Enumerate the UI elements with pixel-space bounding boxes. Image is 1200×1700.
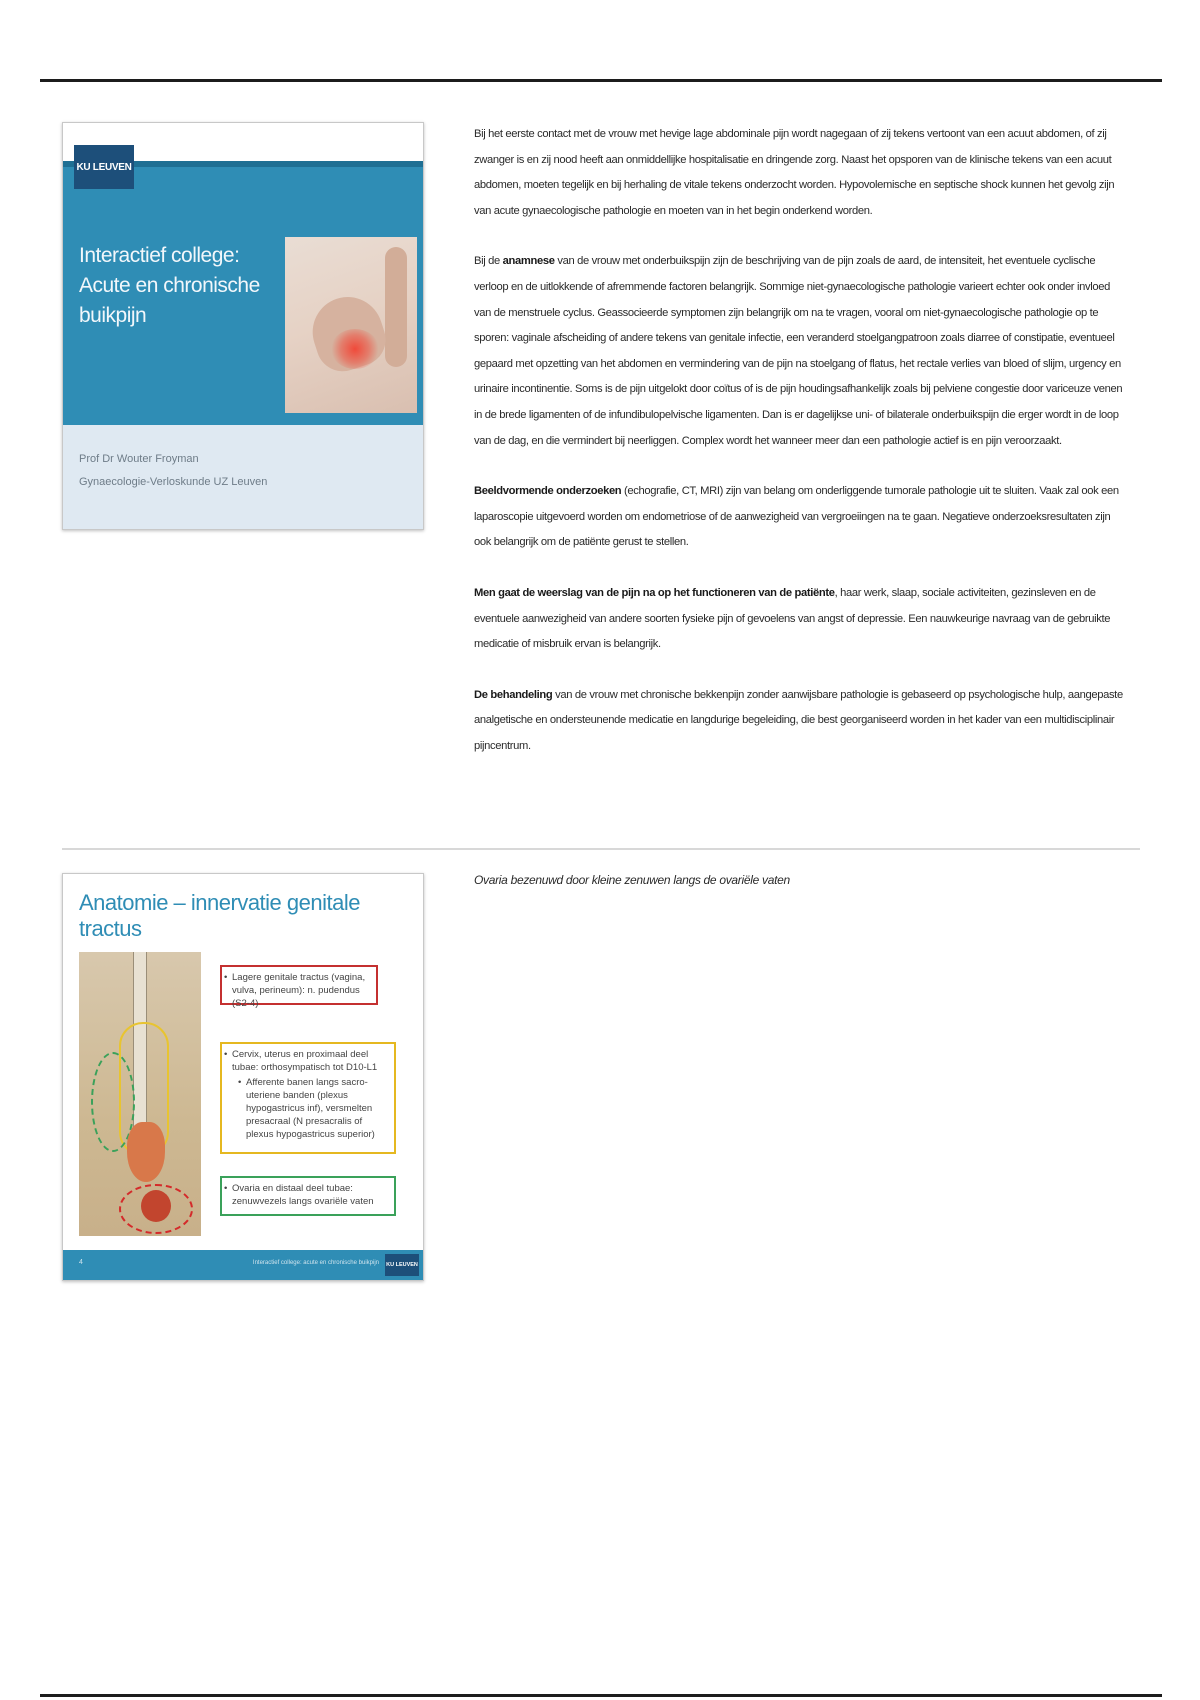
notes-paragraph-1: Bij het eerste contact met de vrouw met hevige lage abdominale pijn wordt nagegaan of zij tekens vertoont van een acuut abdomen, of zij zwanger is en zij nood heeft aan onmiddellijke hospitalisatie en dringende zorg. Naast het opsporen van de klinische tekens van een acuut abdomen, moeten tegelijk en bij herhaling de vitale tekens onderzocht worden. Hypovolemische en septische shock kunnen het gevolg zijn van acute gynaecologische pathologie en moeten van in het begin onderkend worden. <box>474 128 1115 217</box>
notes-paragraph-3 <box>474 479 1128 556</box>
notes-p2-bold: anamnese <box>502 255 555 268</box>
slide-page-number: 4 <box>79 1259 83 1266</box>
slide-title-line2: Acute en chronische buikpijn <box>79 274 260 327</box>
box-yellow-text: • Cervix, uterus en proximaal deel tubae: orthosympatisch tot D10-L1 <box>232 1048 388 1074</box>
slide-department: Gynaecologie-Verloskunde UZ Leuven <box>79 476 268 488</box>
box-red-text: • Lagere genitale tractus (vagina, vulva, perineum): n. pudendus (S2-4) <box>232 971 370 1010</box>
slide-author-block <box>79 448 267 494</box>
ku-leuven-logo: KU LEUVEN <box>74 145 134 189</box>
photo-arm <box>385 247 407 367</box>
notes-p3-rest: (echografie, CT, MRI) zijn van belang om onderliggende tumorale pathologie uit te sluiten. Vaak zal ook een laparoscopie uitgevoerd worden om endometriose of de aanwezigheid van vergroeiingen na te gaan. Negatieve onderzoeksresultaten zijn ook belangrijk om de patiënte gerust te stellen. <box>474 485 1119 549</box>
notes-paragraph-5 <box>474 683 1128 760</box>
speaker-notes-2: Ovaria bezenuwd door kleine zenuwen langs de ovariële vaten <box>474 873 790 887</box>
slide-author: Prof Dr Wouter Froyman <box>79 453 199 465</box>
abdominal-pain-photo <box>285 237 417 413</box>
notes-paragraph-2 <box>474 249 1128 454</box>
photo-pain-glow <box>331 329 379 369</box>
innervation-box-red <box>220 965 378 1009</box>
box-green-text: • Ovaria en distaal deel tubae: zenuwvezels langs ovariële vaten <box>232 1182 388 1208</box>
speaker-notes-1 <box>474 122 1128 784</box>
uterus-drawing <box>127 1122 165 1182</box>
notes-p5-bold: De behandeling <box>474 688 553 701</box>
slide-footer <box>63 1250 423 1280</box>
section-divider <box>62 848 1140 850</box>
slide-thumbnail-title <box>62 122 424 530</box>
anatomy-illustration <box>79 952 201 1236</box>
box-yellow-subtext: • Afferente banen langs sacro-uteriene banden (plexus hypogastricus inf), versmelten presacraal (N presacralis of plexus hypogastricus superior) <box>246 1076 388 1141</box>
slide-title <box>79 241 279 331</box>
notes-p5-rest: van de vrouw met chronische bekkenpijn zonder aanwijsbare pathologie is gebaseerd op psychologische hulp, aangepaste analgetische en ondersteunende medicatie en langdurige begeleiding, die best georganiseerd worden in het kader van een multidisciplinair pijncentrum. <box>474 688 1123 752</box>
red-outline <box>119 1184 193 1234</box>
notes-p2-rest: van de vrouw met onderbuikspijn zijn de beschrijving van de pijn zoals de aard, de intensiteit, het eventuele cyclische verloop en de uitlokkende of afremmende factoren belangrijk. Sommige niet-gynaecologische pathologie varieert echter ook onder invloed van de menstruele cyclus. Geassocieerde symptomen zijn belangrijk om na te vragen, vooral om niet-gynaecologische pathologie op te sporen: vaginale afscheiding of andere tekens van genitale infectie, een veranderd stoelgangpatroon zoals diarree of constipatie, eventueel gepaard met opzetting van het abdomen en vermindering van de pijn na stoelgang of flatus, het rectale verlies van bloed of slijm, urgency en urinaire incontinentie. Soms is de pijn uitgelokt door coïtus of is de pijn houdingsafhankelijk zoals bij pelviene congestie door variceuze venen in de brede ligamenten of de infundibulopelvische ligamenten. Dan is er dagelijkse uni- of bilaterale onderbuikspijn die erger wordt in de loop van de dag, en die vermindert bij neerliggen. Complex wordt het wanneer meer dan een pathologie actief is en pijn veroorzaakt. <box>474 255 1123 447</box>
innervation-box-yellow <box>220 1042 396 1154</box>
slide-title-line1: Interactief college: <box>79 244 240 267</box>
slide-title: Anatomie – innervatie genitale tractus <box>79 890 360 941</box>
notes-paragraph-4 <box>474 581 1128 658</box>
notes-p2-pre: Bij de <box>474 255 503 268</box>
notes-p4-rest: , haar werk, slaap, sociale activiteiten, gezinsleven en de eventuele aanwezigheid van andere soorten fysieke pijn of gevoelens van angst of depressie. Een nauwkeurige navraag van de gebruikte medicatie of misbruik ervan is belangrijk. <box>474 586 1111 651</box>
slide-footer-text: Interactief college: acute en chronische buikpijn <box>252 1260 379 1266</box>
notes-p4-bold: Men gaat de weerslag van de pijn na op het functioneren van de patiënte <box>474 586 835 599</box>
innervation-box-green <box>220 1176 396 1216</box>
top-rule <box>40 79 1162 82</box>
notes-p3-bold: Beeldvormende onderzoeken <box>474 485 622 498</box>
slide-thumbnail-anatomy <box>62 873 424 1281</box>
ku-leuven-footer-logo: KU LEUVEN <box>385 1254 419 1276</box>
bottom-rule <box>40 1694 1162 1697</box>
